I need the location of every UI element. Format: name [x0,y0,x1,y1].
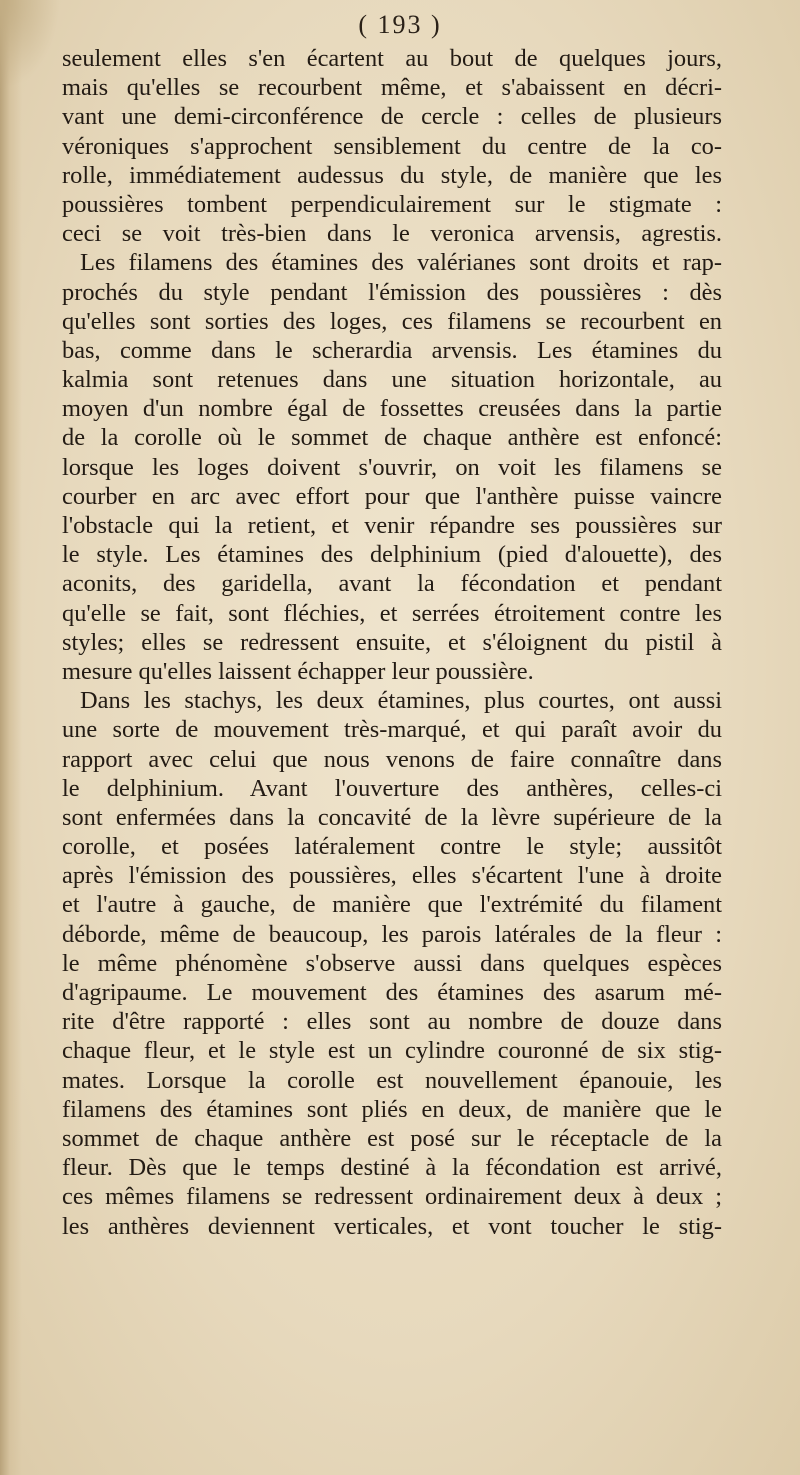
text-line: l'obstacle qui la retient, et venir répandre ses poussières sur [62,512,722,539]
text-line: courber en arc avec effort pour que l'anthère puisse vaincre [62,482,722,510]
text-line: et l'autre à gauche, de manière que l'extrémité du filament [62,891,722,919]
text-line: corolle, et posées latéralement contre le style; aussitôt [62,833,722,861]
text-line: ces mêmes filamens se redressent ordinairement deux à deux ; [62,1183,722,1211]
text-line: poussières tombent perpendiculairement sur le stigmate : [62,190,722,218]
text-line: kalmia sont retenues dans une situation horizontale, au [62,366,722,394]
text-line: qu'elle se fait, sont fléchies, et serrées étroitement contre les [62,599,722,627]
text-line: mates. Lorsque la corolle est nouvellement épanouie, les [62,1066,722,1094]
text-line: véroniques s'approchent sensiblement du centre de la co- [62,132,722,160]
text-line: de la corolle où le sommet de chaque anthère est enfoncé: [62,424,722,452]
text-line: qu'elles sont sorties des loges, ces filamens se recourbent en [62,307,722,335]
text-line: aconits, des garidella, avant la fécondation et pendant [62,570,722,598]
text-line: rite d'être rapporté : elles sont au nombre de douze dans [62,1008,722,1036]
text-line: déborde, même de beaucoup, les parois latérales de la fleur : [62,920,722,948]
text-line: les anthères deviennent verticales, et vont toucher le stig- [62,1212,722,1240]
page-number-header: ( 193 ) [358,10,442,39]
text-line: filamens des étamines sont pliés en deux, de manière que le [62,1095,722,1123]
text-line: sommet de chaque anthère est posé sur le réceptacle de la [62,1124,722,1152]
text-line: lorsque les loges doivent s'ouvrir, on voit les filamens se [62,453,722,481]
text-line: d'agripaume. Le mouvement des étamines des asarum mé- [62,979,722,1006]
text-line: rolle, immédiatement audessus du style, de manière que les [62,161,722,189]
text-line: sont enfermées dans la concavité de la lèvre supérieure de la [62,803,722,831]
text-line: chaque fleur, et le style est un cylindre couronné de six stig- [62,1037,722,1065]
binding-shadow [0,0,22,1475]
text-line: Les filamens des étamines des valérianes sont droits et rap- [80,249,722,277]
text-line: Dans les stachys, les deux étamines, plus courtes, ont aussi [80,687,722,715]
text-line: fleur. Dès que le temps destiné à la fécondation est arrivé, [62,1154,722,1182]
text-line: le delphinium. Avant l'ouverture des anthères, celles-ci [62,774,722,802]
text-line: styles; elles se redressent ensuite, et s'éloignent du pistil à [62,628,722,656]
text-line: après l'émission des poussières, elles s'écartent l'une à droite [62,862,722,890]
text-line: mais qu'elles se recourbent même, et s'abaissent en décri- [62,74,722,102]
text-line: une sorte de mouvement très-marqué, et qui paraît avoir du [62,716,722,744]
text-line: vant une demi-circonférence de cercle : celles de plusieurs [62,103,722,131]
body-text [62,44,722,1241]
text-line: moyen d'un nombre égal de fossettes creusées dans la partie [62,395,722,423]
text-line: le style. Les étamines des delphinium (pied d'alouette), des [62,541,722,569]
text-line: prochés du style pendant l'émission des poussières : dès [62,278,722,306]
text-line: seulement elles s'en écartent au bout de quelques jours, [62,45,722,72]
text-line: rapport avec celui que nous venons de faire connaître dans [62,745,722,773]
text-line: ceci se voit très-bien dans le veronica arvensis, agrestis. [62,220,722,248]
text-line: bas, comme dans le scherardia arvensis. Les étamines du [62,336,722,364]
text-line: le même phénomène s'observe aussi dans quelques espèces [62,949,722,977]
text-line: mesure qu'elles laissent échapper leur poussière. [62,657,534,685]
